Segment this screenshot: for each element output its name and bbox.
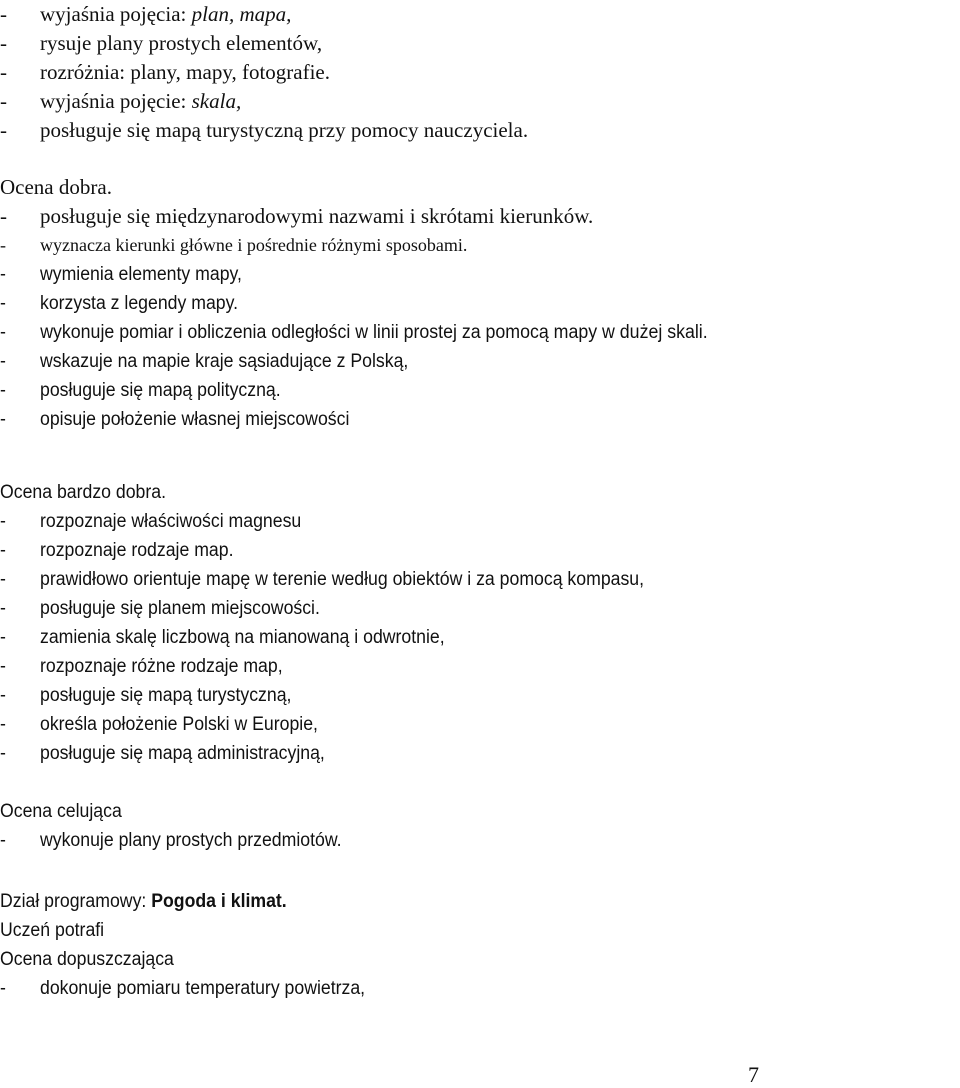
program-section-title: Pogoda i klimat. bbox=[151, 891, 287, 912]
list-item: - korzysta z legendy mapy. bbox=[0, 293, 239, 314]
list-item: - posługuje się mapą turystyczną, bbox=[0, 685, 292, 706]
list-item: - wyznacza kierunki główne i pośrednie różnymi sposobami. bbox=[0, 235, 468, 255]
list-item: - określa położenie Polski w Europie, bbox=[0, 714, 318, 735]
section-subheading: Uczeń potrafi bbox=[0, 920, 105, 941]
list-item: - rozpoznaje różne rodzaje map, bbox=[0, 656, 283, 677]
item-text: rozpoznaje różne rodzaje map, bbox=[39, 656, 283, 677]
section-heading: Ocena dobra. bbox=[0, 175, 112, 199]
list-item: - wskazuje na mapie kraje sąsiadujące z Polską, bbox=[0, 351, 409, 372]
list-item: - opisuje położenie własnej miejscowości bbox=[0, 409, 350, 430]
item-text: posługuje się mapą polityczną. bbox=[39, 380, 281, 401]
item-text: rozpoznaje właściwości magnesu bbox=[39, 511, 302, 532]
item-text: zamienia skalę liczbową na mianowaną i odwrotnie, bbox=[39, 627, 445, 648]
section-heading: Ocena bardzo dobra. bbox=[0, 482, 167, 503]
section-heading: Ocena celująca bbox=[0, 801, 122, 822]
program-section-label: Dział programowy: bbox=[0, 891, 152, 912]
item-text: wykonuje plany prostych przedmiotów. bbox=[39, 830, 342, 851]
item-text: posługuje się planem miejscowości. bbox=[39, 598, 320, 619]
list-item: - posługuje się mapą turystyczną przy pomocy nauczyciela. bbox=[0, 118, 529, 142]
item-text: wyznacza kierunki główne i pośrednie różnymi sposobami. bbox=[40, 235, 468, 255]
list-item: - wymienia elementy mapy, bbox=[0, 264, 242, 285]
list-item: - zamienia skalę liczbową na mianowaną i odwrotnie, bbox=[0, 627, 445, 648]
item-text: posługuje się mapą turystyczną, bbox=[39, 685, 292, 706]
item-text-italic: plan, mapa, bbox=[191, 2, 292, 26]
list-item: - wyjaśnia pojęcie: skala, bbox=[0, 89, 242, 113]
item-text: posługuje się międzynarodowymi nazwami i skrótami kierunków. bbox=[40, 204, 594, 228]
item-text: wykonuje pomiar i obliczenia odległości w linii prostej za pomocą mapy w dużej skali. bbox=[40, 322, 708, 343]
list-item: - dokonuje pomiaru temperatury powietrza, bbox=[0, 978, 366, 999]
list-item: - wykonuje pomiar i obliczenia odległości w linii prostej za pomocą mapy w dużej skali. bbox=[0, 322, 708, 343]
list-item: - rozpoznaje rodzaje map. bbox=[0, 540, 234, 561]
item-text: rozpoznaje rodzaje map. bbox=[39, 540, 234, 561]
item-text: prawidłowo orientuje mapę w terenie według obiektów i za pomocą kompasu, bbox=[39, 569, 645, 590]
item-text: rozróżnia: plany, mapy, fotografie. bbox=[40, 60, 330, 84]
item-text: wskazuje na mapie kraje sąsiadujące z Polską, bbox=[39, 351, 409, 372]
item-text: posługuje się mapą administracyjną, bbox=[39, 743, 325, 764]
list-item: - wyjaśnia pojęcia: plan, mapa, bbox=[0, 2, 292, 26]
list-item: - posługuje się mapą administracyjną, bbox=[0, 743, 325, 764]
section-heading: Ocena dopuszczająca bbox=[0, 949, 174, 970]
item-text: posługuje się mapą turystyczną przy pomocy nauczyciela. bbox=[40, 118, 529, 142]
item-text: korzysta z legendy mapy. bbox=[39, 293, 239, 314]
list-item: - wykonuje plany prostych przedmiotów. bbox=[0, 830, 342, 851]
item-text: dokonuje pomiaru temperatury powietrza, bbox=[39, 978, 366, 999]
item-text: wyjaśnia pojęcia: bbox=[40, 2, 192, 26]
item-text-italic: skala, bbox=[191, 89, 242, 113]
item-text: opisuje położenie własnej miejscowości bbox=[39, 409, 350, 430]
page-number: 7 bbox=[748, 1062, 759, 1087]
list-item: - rozróżnia: plany, mapy, fotografie. bbox=[0, 60, 330, 84]
list-item: - posługuje się planem miejscowości. bbox=[0, 598, 320, 619]
list-item: - posługuje się mapą polityczną. bbox=[0, 380, 281, 401]
list-item: - prawidłowo orientuje mapę w terenie według obiektów i za pomocą kompasu, bbox=[0, 569, 645, 590]
item-text: wymienia elementy mapy, bbox=[39, 264, 242, 285]
list-item: - rozpoznaje właściwości magnesu bbox=[0, 511, 302, 532]
item-text: określa położenie Polski w Europie, bbox=[39, 714, 318, 735]
program-section bbox=[0, 887, 287, 916]
item-text: wyjaśnia pojęcie: bbox=[40, 89, 192, 113]
list-item: - rysuje plany prostych elementów, bbox=[0, 31, 323, 55]
list-item: - posługuje się międzynarodowymi nazwami i skrótami kierunków. bbox=[0, 204, 594, 228]
item-text: rysuje plany prostych elementów, bbox=[40, 31, 323, 55]
